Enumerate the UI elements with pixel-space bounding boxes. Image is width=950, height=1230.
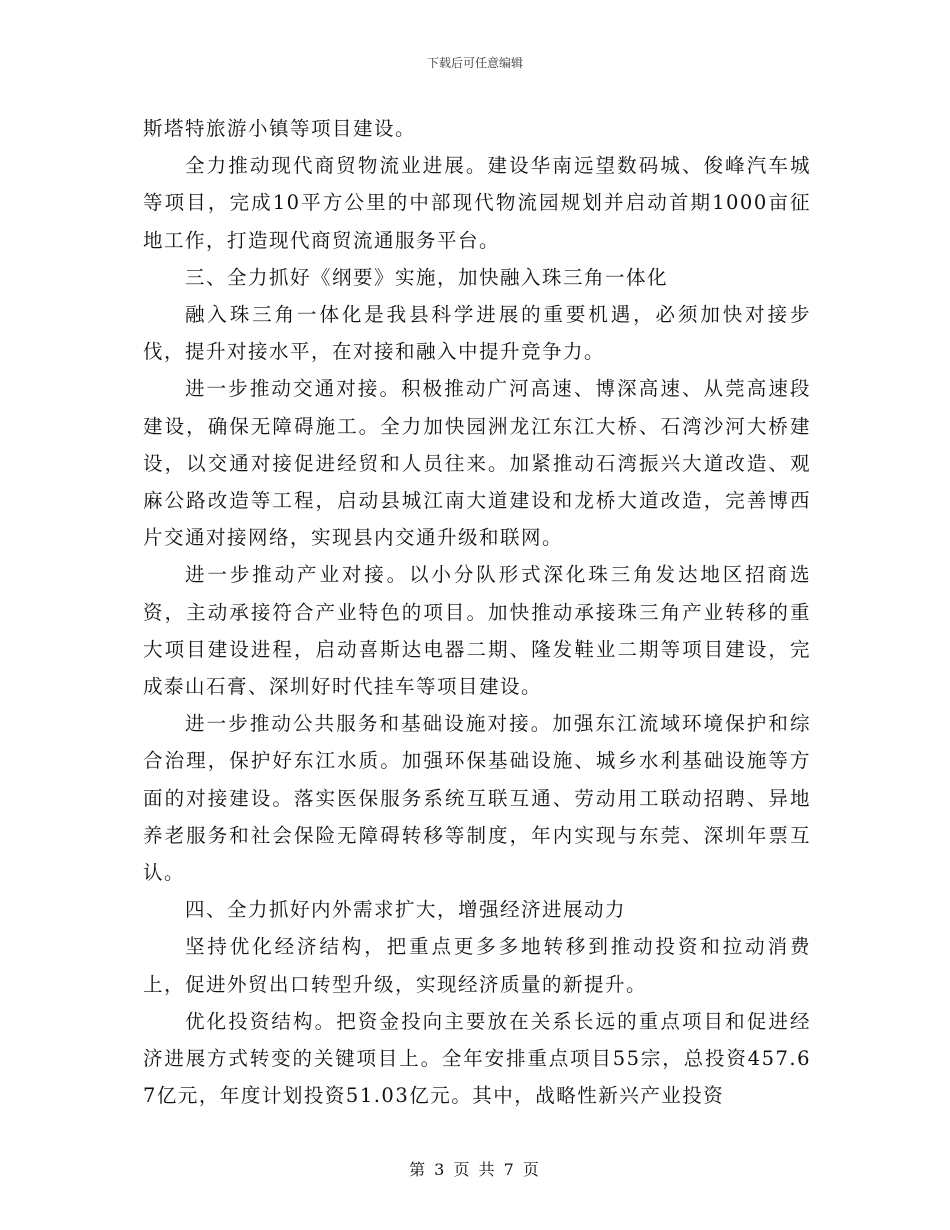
page-number: 第 3 页 共 7 页	[409, 1160, 541, 1179]
paragraph-industry: 进一步推动产业对接。以小分队形式深化珠三角发达地区招商选资，主动承接符合产业特色的项目。加快推动承接珠三角产业转移的重大项目建设进程，启动喜斯达电器二期、隆发鞋业二期等项目建设，完成泰山石膏、深圳好时代挂车等项目建设。	[143, 563, 811, 699]
section-heading-three: 三、全力抓好《纲要》实施，加快融入珠三角一体化	[185, 265, 669, 289]
paragraph-investment: 优化投资结构。把资金投向主要放在关系长远的重点项目和促进经济进展方式转变的关键项目上。全年安排重点项目55宗，总投资457.67亿元，年度计划投资51.03亿元。其中，战略性新兴产业投资	[143, 1009, 811, 1108]
paragraph-public-services: 进一步推动公共服务和基础设施对接。加强东江流域环境保护和综合治理，保护好东江水质。加强环保基础设施、城乡水利基础设施等方面的对接建设。落实医保服务系统互联互通、劳动用工联动招聘、异地养老服务和社会保险无障碍转移等制度，年内实现与东莞、深圳年票互认。	[143, 712, 811, 885]
paragraph-economic-structure: 坚持优化经济结构，把重点更多多地转移到推动投资和拉动消费上，促进外贸出口转型升级，实现经济质量的新提升。	[143, 935, 811, 996]
paragraph-integration: 融入珠三角一体化是我县科学进展的重要机遇，必须加快对接步伐，提升对接水平，在对接和融入中提升竞争力。	[143, 303, 811, 364]
paragraph-transport: 进一步推动交通对接。积极推动广河高速、博深高速、从莞高速段建设，确保无障碍施工。全力加快园洲龙江东江大桥、石湾沙河大桥建设，以交通对接促进经贸和人员往来。加紧推动石湾振兴大道改造、观麻公路改造等工程，启动县城江南大道建设和龙桥大道改造，完善博西片交通对接网络，实现县内交通升级和联网。	[143, 377, 811, 550]
page-header: 下载后可任意编辑	[426, 56, 523, 70]
paragraph-commerce-logistics: 全力推动现代商贸物流业进展。建设华南远望数码城、俊峰汽车城等项目，完成10平方公里的中部现代物流园规划并启动首期1000亩征地工作，打造现代商贸流通服务平台。	[143, 154, 811, 252]
document-body	[143, 110, 811, 1114]
paragraph-continuation: 斯塔特旅游小镇等项目建设。	[143, 117, 417, 140]
section-heading-four: 四、全力抓好内外需求扩大，增强经济进展动力	[185, 898, 627, 922]
